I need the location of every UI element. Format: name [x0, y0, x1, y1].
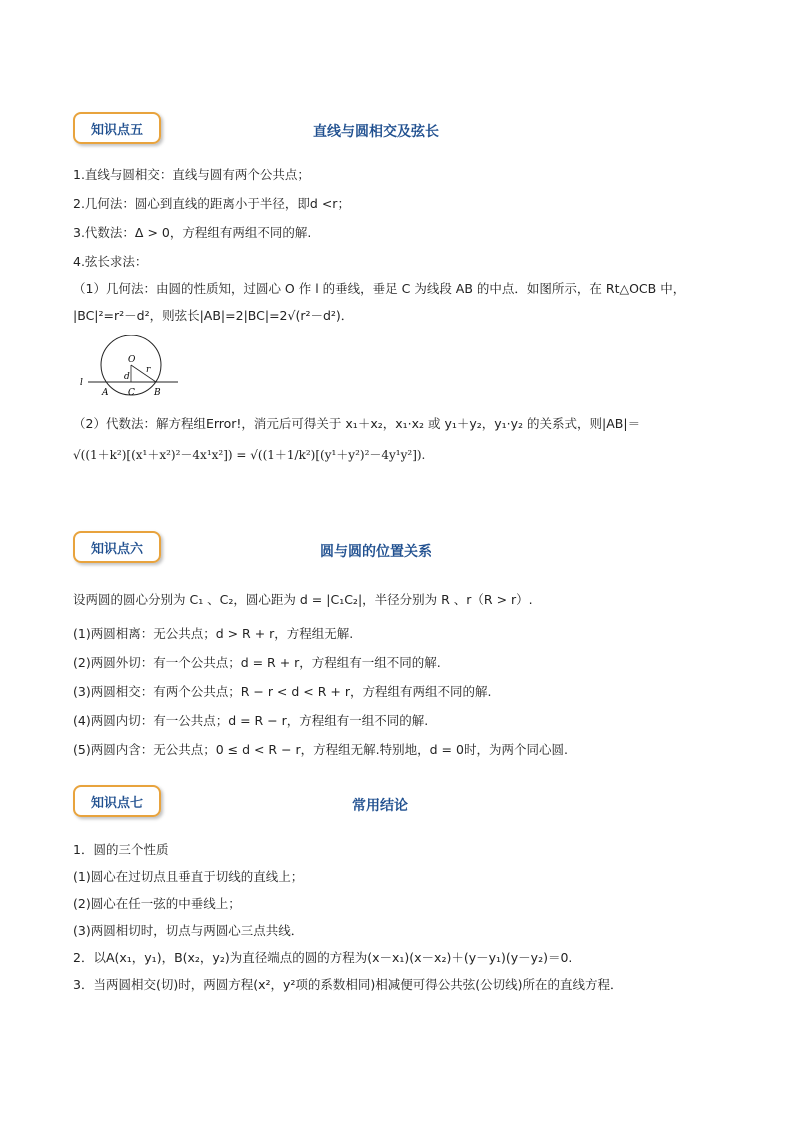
text-line: 1．圆的三个性质 [73, 842, 169, 857]
text-line: 3．当两圆相交(切)时，两圆方程(x²，y²项的系数相同)相减便可得公共弦(公切线)所在的直线方程． [73, 977, 623, 992]
section-title-6: 圆与圆的位置关系 [320, 544, 432, 560]
radius-line [131, 365, 156, 382]
text-line: (1)圆心在过切点且垂直于切线的直线上； [73, 869, 304, 884]
section-title-5: 直线与圆相交及弦长 [313, 124, 439, 140]
text-line: (2)两圆外切：有一个公共点；d = R + r，方程组有一组不同的解. [73, 655, 441, 670]
section-badge-5 [73, 112, 161, 144]
label-r: r [146, 365, 151, 375]
chord-length-formula: √((1＋k²)[(x¹＋x²)²－4x¹x²]) = √((1＋1/k²)[(y¹＋y²)²－4y¹y²]). [73, 448, 426, 462]
text-line: (4)两圆内切：有一公共点；d = R − r，方程组有一组不同的解. [73, 713, 429, 728]
text-line: 设两圆的圆心分别为 C₁ 、C₂，圆心距为 d = |C₁C₂|，半径分别为 R 、r（R > r）. [73, 592, 533, 607]
badge-label: 知识点六 [90, 541, 143, 557]
label-l: l [80, 378, 83, 388]
label-A: A [102, 388, 109, 398]
text-line: (2)圆心在任一弦的中垂线上； [73, 896, 241, 911]
text-line: 4.弦长求法： [73, 254, 148, 269]
section-badge-7 [73, 785, 161, 817]
badge-label: 知识点五 [90, 122, 143, 138]
text-line: |BC|²=r²－d²，则弦长|AB|=2|BC|=2√(r²－d²)． [73, 308, 354, 323]
text-line: (3)两圆相切时，切点与两圆心三点共线． [73, 923, 304, 938]
text-line: （2）代数法：解方程组Error!，消元后可得关于 x₁＋x₂，x₁·x₂ 或 y₁＋y₂，y₁·y₂ 的关系式，则|AB|＝ [73, 416, 641, 431]
text-line: （1）几何法：由圆的性质知，过圆心 O 作 l 的垂线，垂足 C 为线段 AB 的中点．如图所示，在 Rt△OCB 中， [73, 281, 686, 296]
label-O: O [128, 355, 136, 365]
label-d: d [124, 372, 130, 382]
text-line: 1.直线与圆相交：直线与圆有两个公共点； [73, 167, 310, 182]
chord-figure [78, 335, 188, 405]
text-line: (1)两圆相离：无公共点；d > R + r，方程组无解. [73, 626, 354, 641]
section-title-7: 常用结论 [352, 798, 408, 814]
text-line: 3.代数法：Δ > 0，方程组有两组不同的解. [73, 225, 312, 240]
text-line: 2．以A(x₁，y₁)，B(x₂，y₂)为直径端点的圆的方程为(x－x₁)(x－x₂)＋(y－y₁)(y－y₂)＝0. [73, 950, 573, 965]
label-B: B [154, 388, 161, 398]
section-badge-6 [73, 531, 161, 563]
badge-label: 知识点七 [90, 795, 143, 811]
text-line: (3)两圆相交：有两个公共点；R − r < d < R + r，方程组有两组不同的解. [73, 684, 492, 699]
text-line: 2.几何法：圆心到直线的距离小于半径，即d <r； [73, 196, 350, 211]
label-C: C [128, 388, 135, 398]
text-line: (5)两圆内含：无公共点；0 ≤ d < R − r，方程组无解.特别地，d = 0时，为两个同心圆. [73, 742, 568, 757]
